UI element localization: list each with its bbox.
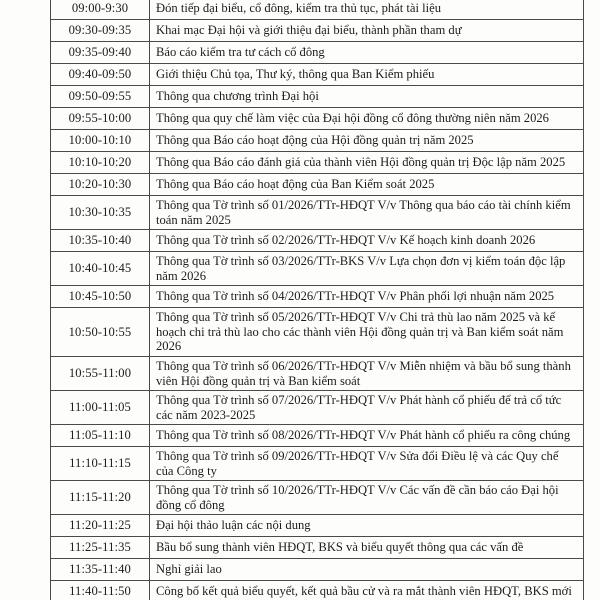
table-row xyxy=(51,481,584,515)
content-cell: Bầu bổ sung thành viên HĐQT, BKS và biểu quyết thông qua các vấn đề xyxy=(150,537,584,559)
content-cell: Khai mạc Đại hội và giới thiệu đại biểu, thành phần tham dự xyxy=(150,20,584,42)
content-cell: Thông qua chương trình Đại hội xyxy=(150,86,584,108)
time-cell: 10:30-10:35 xyxy=(51,196,150,230)
content-cell: Thông qua Tờ trình số 06/2026/TTr-HĐQT V/v Miễn nhiệm và bầu bổ sung thành viên Hội đồng quản trị và Ban kiểm soát xyxy=(150,357,584,391)
time-cell: 10:55-11:00 xyxy=(51,357,150,391)
table-row xyxy=(51,252,584,286)
time-cell: 11:00-11:05 xyxy=(51,391,150,425)
time-cell: 11:15-11:20 xyxy=(51,481,150,515)
content-cell: Báo cáo kiểm tra tư cách cổ đông xyxy=(150,42,584,64)
content-cell: Thông qua Tờ trình số 02/2026/TTr-HĐQT V/v Kế hoạch kinh doanh 2026 xyxy=(150,230,584,252)
time-cell: 11:35-11:40 xyxy=(51,559,150,581)
time-cell: 10:35-10:40 xyxy=(51,230,150,252)
table-row xyxy=(51,174,584,196)
content-cell: Công bố kết quả biểu quyết, kết quả bầu cử và ra mắt thành viên HĐQT, BKS mới xyxy=(150,581,584,600)
table-row xyxy=(51,20,584,42)
table-row xyxy=(51,42,584,64)
table-row xyxy=(51,559,584,581)
content-cell: Thông qua Báo cáo hoạt động của Hội đồng quản trị năm 2025 xyxy=(150,130,584,152)
table-row xyxy=(51,308,584,357)
table-row xyxy=(51,86,584,108)
table-row xyxy=(51,64,584,86)
content-cell: Thông qua Tờ trình số 08/2026/TTr-HĐQT V/v Phát hành cổ phiếu ra công chúng xyxy=(150,425,584,447)
time-cell: 11:25-11:35 xyxy=(51,537,150,559)
table-row xyxy=(51,130,584,152)
table-row xyxy=(51,152,584,174)
content-cell: Thông qua Tờ trình số 09/2026/TTr-HĐQT V/v Sửa đổi Điều lệ và các Quy chế của Công ty xyxy=(150,447,584,481)
time-cell: 10:50-10:55 xyxy=(51,308,150,357)
content-cell: Thông qua quy chế làm việc của Đại hội đồng cổ đông thường niên năm 2026 xyxy=(150,108,584,130)
table-row xyxy=(51,391,584,425)
time-cell: 09:50-09:55 xyxy=(51,86,150,108)
content-cell: Giới thiệu Chủ tọa, Thư ký, thông qua Ban Kiểm phiếu xyxy=(150,64,584,86)
time-cell: 11:20-11:25 xyxy=(51,515,150,537)
table-row xyxy=(51,447,584,481)
time-cell: 10:00-10:10 xyxy=(51,130,150,152)
time-cell: 11:10-11:15 xyxy=(51,447,150,481)
time-cell: 09:30-09:35 xyxy=(51,20,150,42)
time-cell: 11:05-11:10 xyxy=(51,425,150,447)
table-row xyxy=(51,515,584,537)
time-cell: 10:10-10:20 xyxy=(51,152,150,174)
content-cell: Nghỉ giải lao xyxy=(150,559,584,581)
time-cell: 10:20-10:30 xyxy=(51,174,150,196)
table-row xyxy=(51,230,584,252)
time-cell: 09:35-09:40 xyxy=(51,42,150,64)
content-cell: Thông qua Tờ trình số 10/2026/TTr-HĐQT V/v Các vấn đề cần báo cáo Đại hội đồng cổ đông xyxy=(150,481,584,515)
content-cell: Thông qua Tờ trình số 01/2026/TTr-HĐQT V/v Thông qua báo cáo tài chính kiểm toán năm 2025 xyxy=(150,196,584,230)
table-row xyxy=(51,425,584,447)
content-cell: Thông qua Tờ trình số 03/2026/TTr-BKS V/v Lựa chọn đơn vị kiểm toán độc lập năm 2026 xyxy=(150,252,584,286)
content-cell: Thông qua Tờ trình số 05/2026/TTr-HĐQT V/v Chi trả thù lao năm 2025 và kế hoạch chi trả thù lao cho các thành viên Hội đồng quản trị và Ban kiểm soát năm 2026 xyxy=(150,308,584,357)
content-cell: Đại hội thảo luận các nội dung xyxy=(150,515,584,537)
table-row xyxy=(51,286,584,308)
table-row xyxy=(51,108,584,130)
time-cell: 10:45-10:50 xyxy=(51,286,150,308)
content-cell: Đón tiếp đại biểu, cổ đông, kiểm tra thủ tục, phát tài liệu xyxy=(150,0,584,20)
time-cell: 09:55-10:00 xyxy=(51,108,150,130)
content-cell: Thông qua Báo cáo đánh giá của thành viên Hội đồng quản trị Độc lập năm 2025 xyxy=(150,152,584,174)
content-cell: Thông qua Tờ trình số 07/2026/TTr-HĐQT V/v Phát hành cổ phiếu để trả cổ tức các năm 2023-2025 xyxy=(150,391,584,425)
table-row xyxy=(51,0,584,20)
table-row xyxy=(51,357,584,391)
time-cell: 11:40-11:50 xyxy=(51,581,150,600)
time-cell: 10:40-10:45 xyxy=(51,252,150,286)
table-row xyxy=(51,196,584,230)
content-cell: Thông qua Tờ trình số 04/2026/TTr-HĐQT V/v Phân phối lợi nhuận năm 2025 xyxy=(150,286,584,308)
time-cell: 09:40-09:50 xyxy=(51,64,150,86)
table-row xyxy=(51,581,584,600)
agenda-table xyxy=(50,0,584,600)
content-cell: Thông qua Báo cáo hoạt động của Ban Kiểm soát 2025 xyxy=(150,174,584,196)
time-cell: 09:00-9:30 xyxy=(51,0,150,20)
table-row xyxy=(51,537,584,559)
